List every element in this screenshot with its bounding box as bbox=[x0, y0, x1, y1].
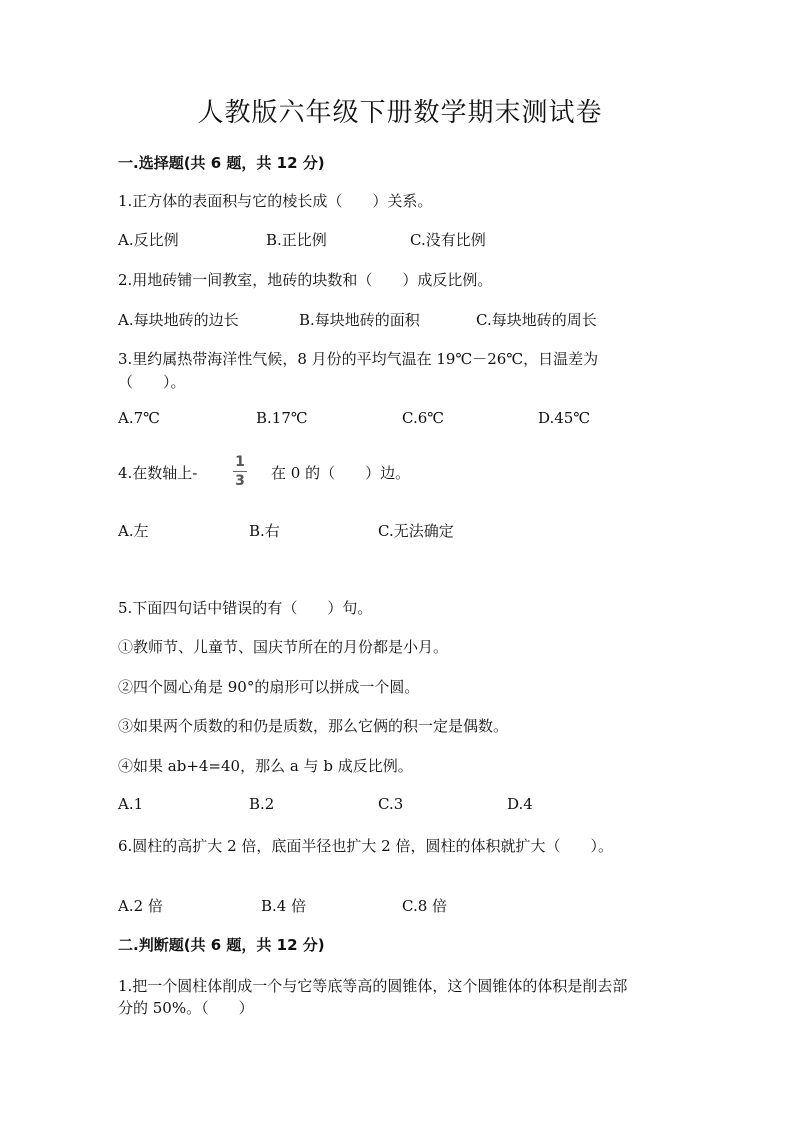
question-5-text: 5.下面四句话中错误的有（ ）句。 bbox=[118, 599, 373, 617]
judgment-1-text: 1.把一个圆柱体削成一个与它等底等高的圆锥体，这个圆锥体的体积是削去部 bbox=[118, 977, 628, 995]
question-5-statement-4: ④如果 ab+4=40，那么 a 与 b 成反比例。 bbox=[118, 757, 413, 775]
question-3-options bbox=[118, 409, 718, 429]
question-5-statement-1: ①教师节、儿童节、国庆节所在的月份都是小月。 bbox=[118, 638, 449, 656]
question-2-option-b[interactable]: B.每块地砖的面积 bbox=[299, 311, 420, 329]
question-6-option-a[interactable]: A.2 倍 bbox=[118, 897, 163, 915]
section-heading-judgment: 二.判断题(共 6 题，共 12 分) bbox=[118, 936, 325, 954]
question-5-option-d[interactable]: D.4 bbox=[507, 795, 533, 813]
question-3-option-a[interactable]: A.7℃ bbox=[118, 409, 160, 427]
fraction-bar bbox=[233, 471, 247, 472]
question-4-text-after: 在 0 的（ ）边。 bbox=[271, 464, 411, 482]
question-4-options bbox=[118, 520, 718, 540]
question-4-option-a[interactable]: A.左 bbox=[118, 522, 149, 540]
question-6-text: 6.圆柱的高扩大 2 倍，底面半径也扩大 2 倍，圆柱的体积就扩大（ ）。 bbox=[118, 837, 613, 855]
fraction-one-third bbox=[230, 454, 250, 489]
question-4-option-b[interactable]: B.右 bbox=[249, 522, 280, 540]
question-1-text: 1.正方体的表面积与它的棱长成（ ）关系。 bbox=[118, 192, 433, 210]
question-1-option-c[interactable]: C.没有比例 bbox=[410, 231, 486, 249]
question-4-text-before: 4.在数轴上- bbox=[118, 464, 198, 482]
question-6-option-c[interactable]: C.8 倍 bbox=[402, 897, 448, 915]
judgment-1-text-continued: 分的 50%。（ ） bbox=[118, 999, 254, 1017]
question-3-text: 3.里约属热带海洋性气候，8 月份的平均气温在 19℃－26℃，日温差为 bbox=[118, 350, 599, 368]
page-title: 人教版六年级下册数学期末测试卷 bbox=[197, 98, 603, 128]
fraction-numerator: 1 bbox=[235, 454, 245, 470]
question-5-options bbox=[118, 795, 718, 815]
question-3-text-continued: （ ）。 bbox=[118, 373, 186, 391]
question-2-text: 2.用地砖铺一间教室，地砖的块数和（ ）成反比例。 bbox=[118, 271, 493, 289]
question-1-option-b[interactable]: B.正比例 bbox=[266, 231, 327, 249]
question-1-option-a[interactable]: A.反比例 bbox=[118, 231, 179, 249]
question-3-option-b[interactable]: B.17℃ bbox=[256, 409, 308, 427]
fraction-denominator: 3 bbox=[235, 473, 245, 489]
question-6-options bbox=[118, 895, 718, 915]
question-5-statement-2: ②四个圆心角是 90°的扇形可以拼成一个圆。 bbox=[118, 678, 420, 696]
question-5-statement-3: ③如果两个质数的和仍是质数，那么它俩的积一定是偶数。 bbox=[118, 717, 509, 735]
question-5-option-b[interactable]: B.2 bbox=[249, 795, 275, 813]
section-heading-choice: 一.选择题(共 6 题，共 12 分) bbox=[118, 154, 325, 172]
question-3-option-c[interactable]: C.6℃ bbox=[402, 409, 445, 427]
question-2-option-c[interactable]: C.每块地砖的周长 bbox=[476, 311, 597, 329]
question-6-option-b[interactable]: B.4 倍 bbox=[261, 897, 307, 915]
question-5-option-c[interactable]: C.3 bbox=[378, 795, 404, 813]
question-3-option-d[interactable]: D.45℃ bbox=[538, 409, 591, 427]
question-5-option-a[interactable]: A.1 bbox=[118, 795, 144, 813]
question-4-option-c[interactable]: C.无法确定 bbox=[378, 522, 454, 540]
question-2-options bbox=[118, 309, 718, 329]
question-2-option-a[interactable]: A.每块地砖的边长 bbox=[118, 311, 239, 329]
question-1-options bbox=[118, 229, 718, 249]
